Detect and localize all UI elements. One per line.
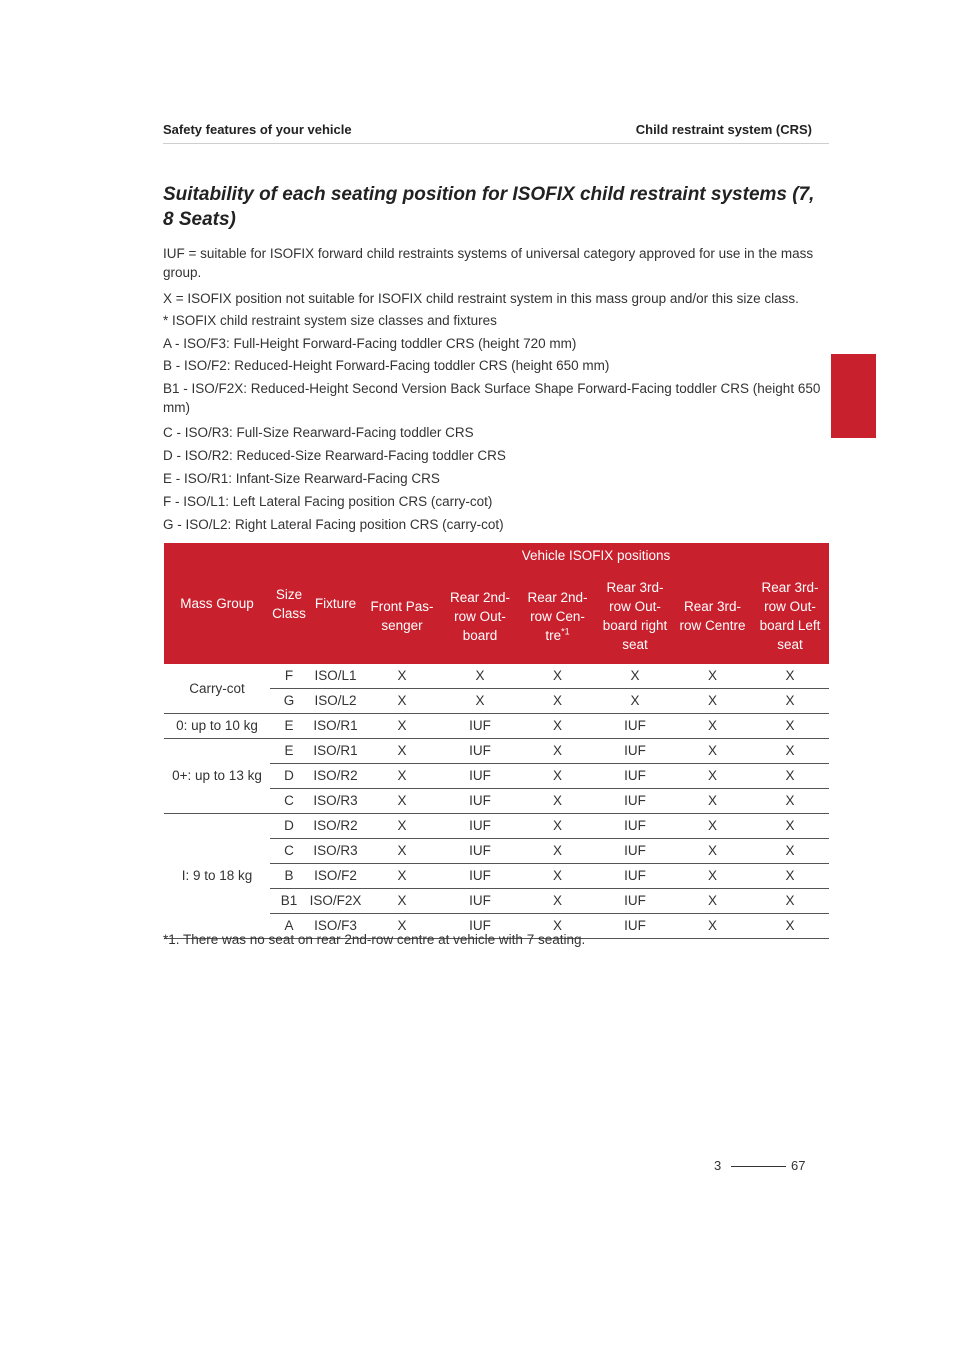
table-row (164, 664, 829, 689)
size-class-g: G - ISO/L2: Right Lateral Facing position CRS (carry-cot) (163, 517, 504, 532)
size-class-cell: D (270, 764, 308, 789)
suitability-cell: IUF (596, 789, 674, 814)
suitability-cell: X (519, 764, 596, 789)
size-class-cell: C (270, 839, 308, 864)
suitability-cell: X (674, 839, 751, 864)
suitability-cell: IUF (441, 839, 519, 864)
footer-divider (731, 1166, 786, 1167)
size-class-cell: E (270, 714, 308, 739)
suitability-cell: X (519, 914, 596, 939)
suitability-cell: X (674, 764, 751, 789)
suitability-cell: IUF (441, 889, 519, 914)
header-divider (163, 143, 829, 144)
suitability-cell: IUF (596, 764, 674, 789)
suitability-cell: X (674, 714, 751, 739)
header-rear2-centre (519, 568, 596, 664)
fixture-cell: ISO/R2 (308, 764, 363, 789)
suitability-cell: IUF (596, 839, 674, 864)
fixture-cell: ISO/L1 (308, 664, 363, 689)
suitability-cell: X (519, 664, 596, 689)
footer-page-number: 67 (791, 1158, 806, 1173)
header-rear3-outboard-left: Rear 3rd-row Out-board Left seat (751, 568, 829, 664)
size-class-b: B - ISO/F2: Reduced-Height Forward-Facing toddler CRS (height 650 mm) (163, 358, 610, 373)
suitability-cell: X (363, 914, 441, 939)
suitability-cell: X (751, 714, 829, 739)
suitability-cell: IUF (596, 714, 674, 739)
suitability-cell: X (363, 689, 441, 714)
suitability-cell: IUF (596, 739, 674, 764)
definition-iuf: IUF = suitable for ISOFIX forward child restraints systems of universal category approved for use in the mass group. (163, 246, 814, 280)
suitability-cell: IUF (441, 764, 519, 789)
size-class-cell: B1 (270, 889, 308, 914)
header-vehicle-positions: Vehicle ISOFIX positions (363, 543, 829, 568)
header-fixture: Fixture (308, 543, 363, 664)
suitability-cell: IUF (596, 889, 674, 914)
suitability-cell: X (519, 889, 596, 914)
table-row (164, 814, 829, 839)
suitability-cell: X (519, 789, 596, 814)
suitability-cell: X (363, 814, 441, 839)
suitability-cell: X (363, 739, 441, 764)
size-class-heading: * ISOFIX child restraint system size classes and fixtures (163, 313, 497, 328)
header-mass-group: Mass Group (164, 543, 270, 664)
running-header-topic: Child restraint system (CRS) (635, 122, 812, 137)
header-rear2-centre-label: Rear 2nd-row Cen-tre (527, 589, 588, 643)
footnote: *1. There was no seat on rear 2nd-row centre at vehicle with 7 seating. (163, 932, 586, 947)
fixture-cell: ISO/R3 (308, 789, 363, 814)
suitability-cell: IUF (596, 864, 674, 889)
suitability-cell: X (674, 814, 751, 839)
suitability-cell: IUF (441, 814, 519, 839)
fixture-cell: ISO/R2 (308, 814, 363, 839)
suitability-cell: X (751, 789, 829, 814)
table-row (164, 739, 829, 764)
footer-chapter: 3 (714, 1158, 722, 1173)
suitability-cell: X (751, 864, 829, 889)
fixture-cell: ISO/F2 (308, 864, 363, 889)
suitability-cell: X (363, 714, 441, 739)
suitability-cell: X (674, 789, 751, 814)
table-row (164, 714, 829, 739)
suitability-cell: X (519, 814, 596, 839)
size-class-cell: A (270, 914, 308, 939)
isofix-suitability-table (164, 543, 829, 939)
suitability-cell: IUF (441, 789, 519, 814)
suitability-cell: X (751, 689, 829, 714)
definition-x: X = ISOFIX position not suitable for ISOFIX child restraint system in this mass group and/or this size class. (163, 291, 799, 306)
header-rear3-centre: Rear 3rd-row Centre (674, 568, 751, 664)
size-class-cell: B (270, 864, 308, 889)
header-rear2-outboard: Rear 2nd-row Out-board (441, 568, 519, 664)
suitability-cell: X (751, 739, 829, 764)
suitability-cell: X (519, 714, 596, 739)
mass-group-cell: 0+: up to 13 kg (164, 739, 270, 814)
suitability-cell: X (441, 689, 519, 714)
size-class-b1: B1 - ISO/F2X: Reduced-Height Second Version Back Surface Shape Forward-Facing toddler CRS (height 650 mm) (163, 381, 821, 415)
footnote-marker: *1 (561, 626, 570, 636)
suitability-cell: IUF (596, 814, 674, 839)
size-class-cell: D (270, 814, 308, 839)
fixture-cell: ISO/R1 (308, 714, 363, 739)
suitability-cell: X (674, 889, 751, 914)
suitability-cell: X (519, 689, 596, 714)
mass-group-cell: Carry-cot (164, 664, 270, 714)
suitability-cell: X (751, 814, 829, 839)
running-header-section: Safety features of your vehicle (163, 122, 352, 137)
section-title: Suitability of each seating position for ISOFIX child restraint systems (7, 8 Seats) (163, 184, 815, 230)
suitability-cell: X (751, 914, 829, 939)
header-size-class: Size Class (270, 543, 308, 664)
mass-group-cell: I: 9 to 18 kg (164, 814, 270, 939)
fixture-cell: ISO/R1 (308, 739, 363, 764)
suitability-cell: X (363, 864, 441, 889)
suitability-cell: X (519, 864, 596, 889)
size-class-c: C - ISO/R3: Full-Size Rearward-Facing toddler CRS (163, 425, 474, 440)
suitability-cell: X (519, 739, 596, 764)
fixture-cell: ISO/L2 (308, 689, 363, 714)
suitability-cell: X (363, 789, 441, 814)
suitability-cell: X (363, 839, 441, 864)
mass-group-cell: 0: up to 10 kg (164, 714, 270, 739)
size-class-cell: E (270, 739, 308, 764)
suitability-cell: X (674, 664, 751, 689)
suitability-cell: IUF (441, 864, 519, 889)
header-front-passenger: Front Pas-senger (363, 568, 441, 664)
size-class-e: E - ISO/R1: Infant-Size Rearward-Facing CRS (163, 471, 440, 486)
suitability-cell: X (363, 889, 441, 914)
size-class-d: D - ISO/R2: Reduced-Size Rearward-Facing toddler CRS (163, 448, 506, 463)
fixture-cell: ISO/R3 (308, 839, 363, 864)
size-class-cell: F (270, 664, 308, 689)
suitability-cell: X (441, 664, 519, 689)
chapter-side-number: 3 (840, 418, 851, 437)
size-class-cell: G (270, 689, 308, 714)
suitability-cell: IUF (596, 914, 674, 939)
suitability-cell: X (674, 864, 751, 889)
size-class-cell: C (270, 789, 308, 814)
suitability-cell: X (363, 664, 441, 689)
suitability-cell: X (596, 689, 674, 714)
suitability-cell: X (596, 664, 674, 689)
size-class-a: A - ISO/F3: Full-Height Forward-Facing toddler CRS (height 720 mm) (163, 336, 577, 351)
suitability-cell: X (751, 889, 829, 914)
header-rear3-outboard-right: Rear 3rd-row Out-board right seat (596, 568, 674, 664)
suitability-cell: X (751, 839, 829, 864)
suitability-cell: X (674, 689, 751, 714)
table-body (164, 664, 829, 939)
suitability-cell: IUF (441, 914, 519, 939)
fixture-cell: ISO/F3 (308, 914, 363, 939)
suitability-cell: X (674, 739, 751, 764)
suitability-cell: X (363, 764, 441, 789)
suitability-cell: IUF (441, 739, 519, 764)
size-class-f: F - ISO/L1: Left Lateral Facing position CRS (carry-cot) (163, 494, 493, 509)
suitability-cell: X (674, 914, 751, 939)
suitability-cell: X (751, 764, 829, 789)
fixture-cell: ISO/F2X (308, 889, 363, 914)
suitability-cell: IUF (441, 714, 519, 739)
suitability-cell: X (751, 664, 829, 689)
suitability-cell: X (519, 839, 596, 864)
